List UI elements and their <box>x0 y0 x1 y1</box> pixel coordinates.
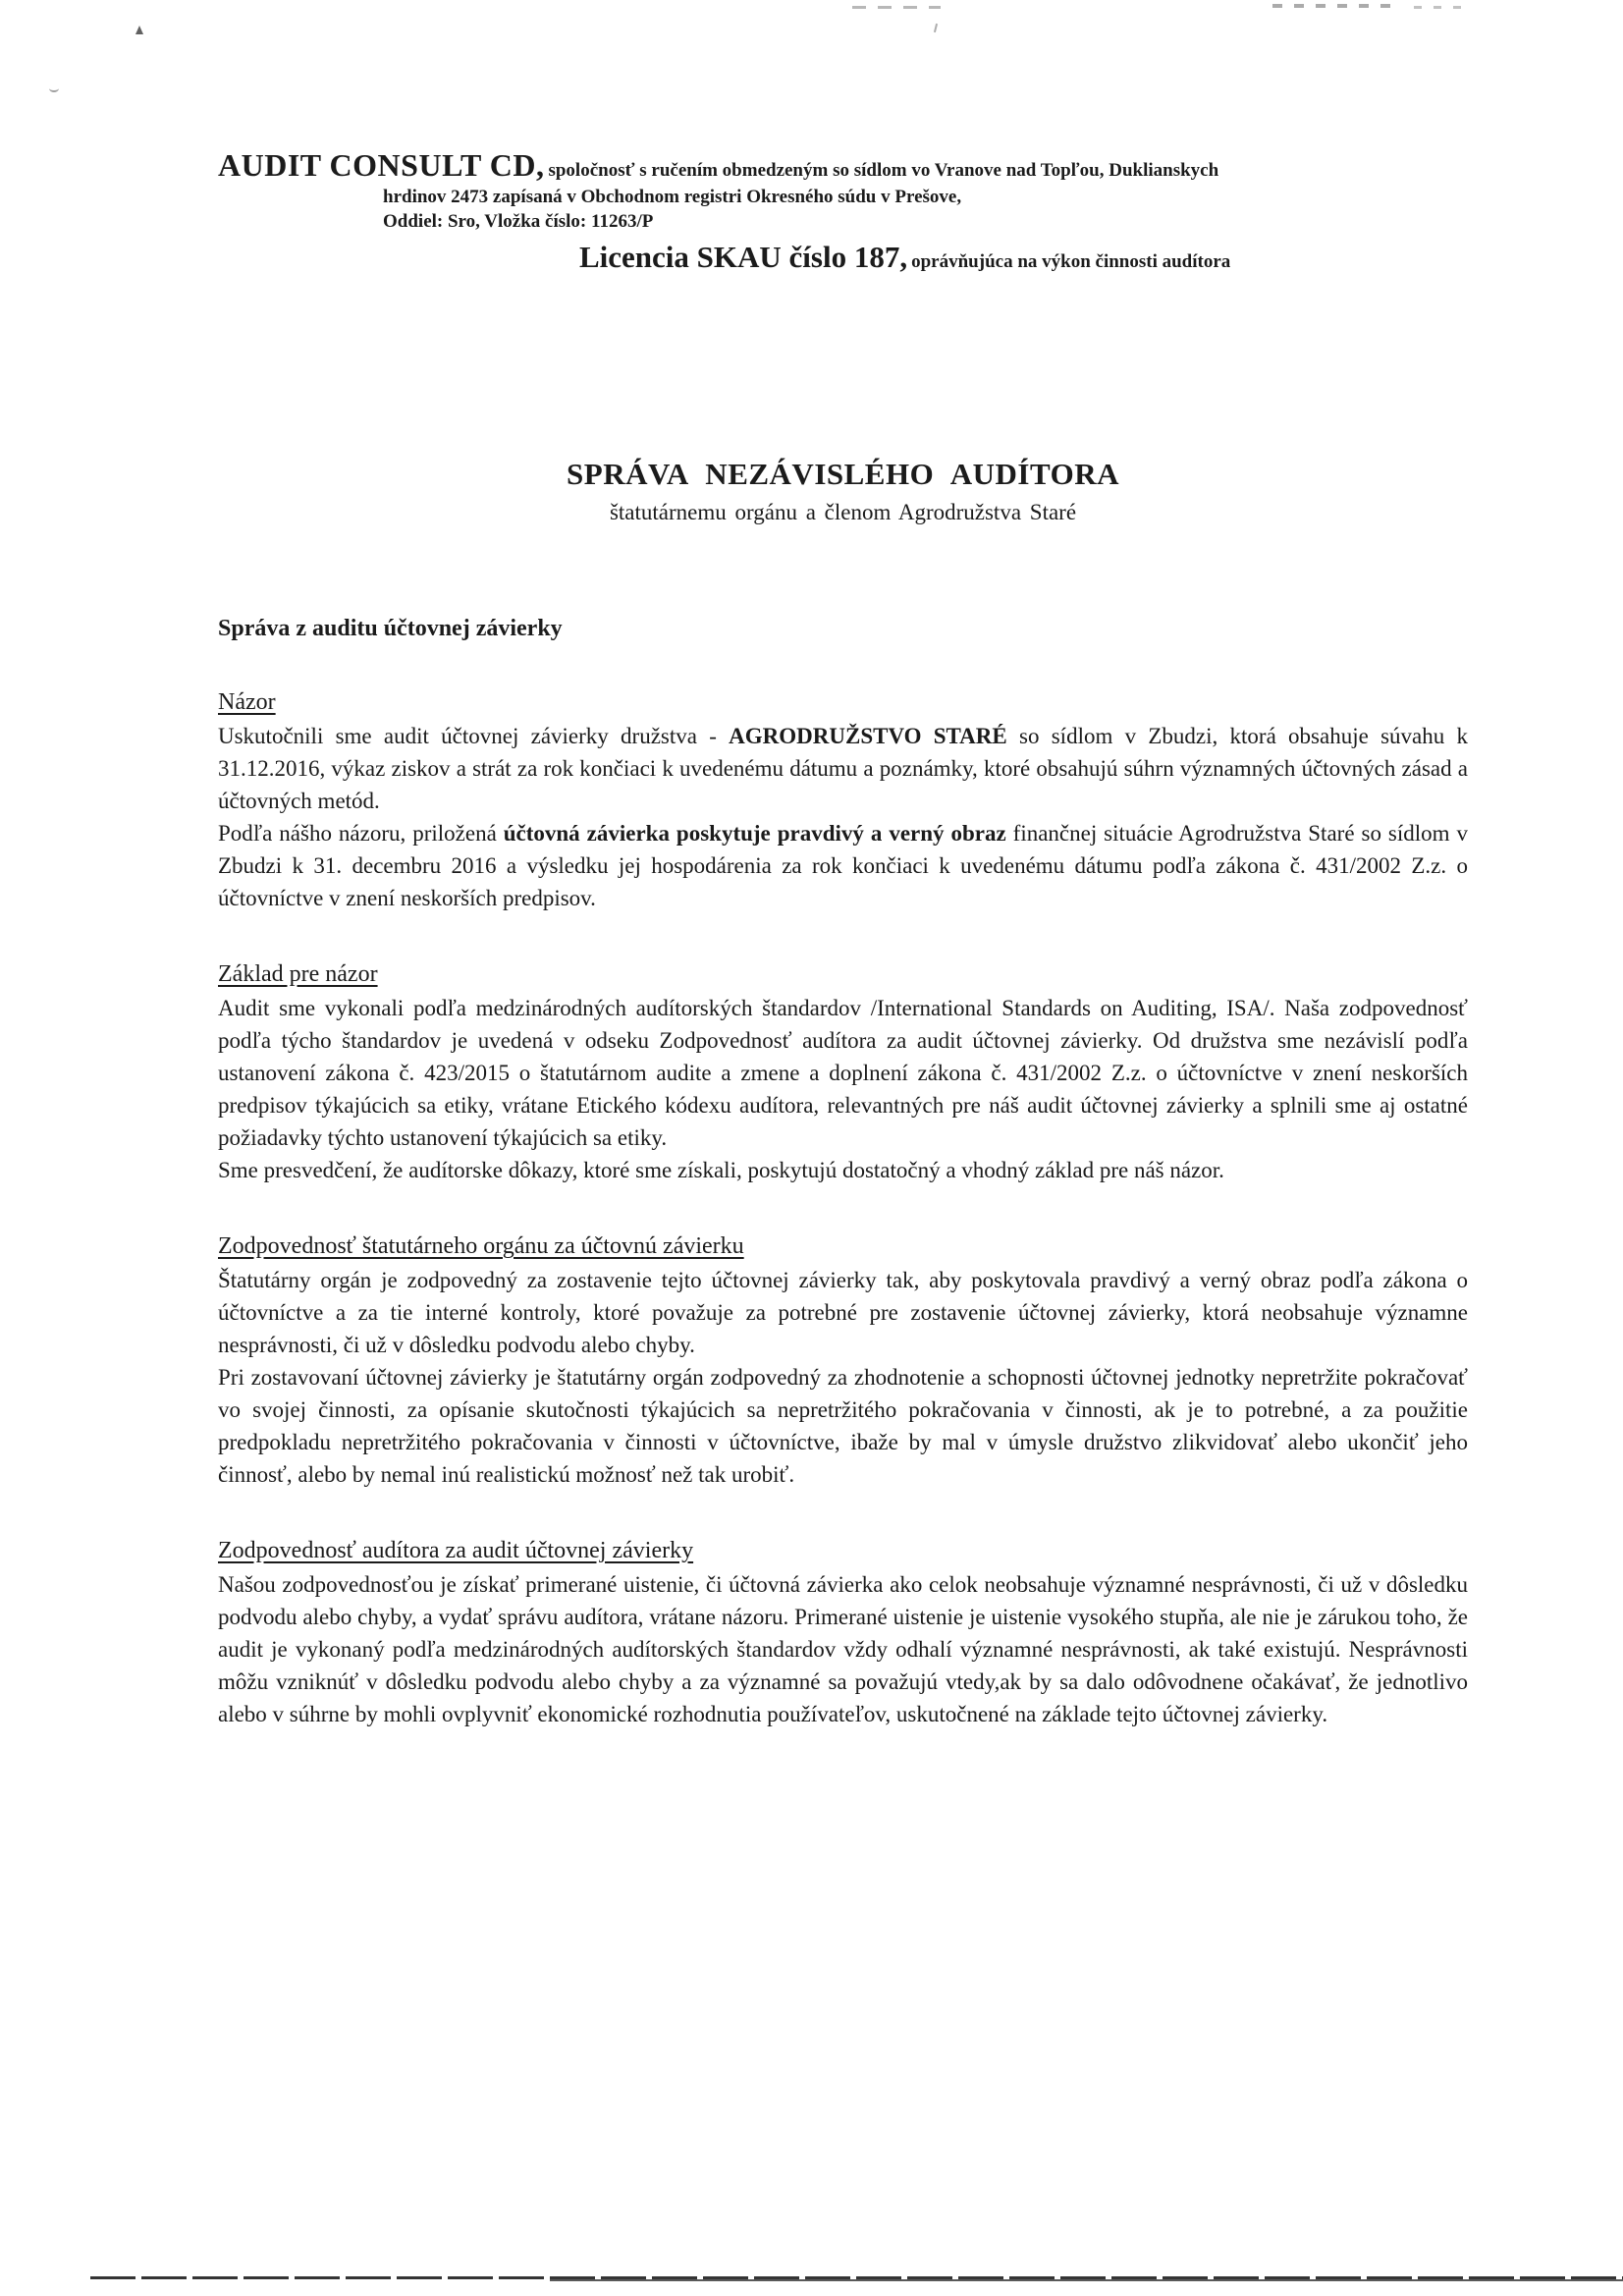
text-run: finančnej situácie Agrodružstva Staré so sídlom v Zbudzi k 31. decembru 2016 a výsledku jej hospodárenia za rok končiaci k uvedenému dátumu podľa zákona č. 431/2002 Z.z. o účtovníctve v znení neskorších predpisov. <box>218 821 1468 911</box>
document-title: SPRÁVA NEZÁVISLÉHO AUDÍTORA <box>567 457 1119 492</box>
company-name-emphasis: AGRODRUŽSTVO STARÉ <box>729 724 1007 749</box>
licence-number: Licencia SKAU číslo 187, <box>579 240 908 275</box>
opinion-emphasis: účtovná závierka poskytuje pravdivý a verný obraz <box>503 821 1006 847</box>
title-block <box>218 457 1468 525</box>
letterhead-line-3: Oddiel: Sro, Vložka číslo: 11263/P <box>383 210 654 232</box>
letterhead-line-1 <box>218 147 1468 184</box>
section-heading-basis: Základ pre názor <box>218 961 378 988</box>
paragraph-management-2: Pri zostavovaní účtovnej závierky je štatutárny orgán zodpovedný za zhodnotenie a schopnosti účtovnej jednotky nepretržite pokračovať vo svojej činnosti, za opísanie skutočnosti týkajúcich sa nepretržitého pokračovania v činnosti, ak je to potrebné, a za použitie predpokladu nepretržitého pokračovania v činnosti v účtovníctve, ibaže by mal v úmysle družstvo zlikvidovať alebo ukončiť jeho činnosť, alebo by nemal inú realistickú možnosť než tak urobiť. <box>218 1365 1468 1488</box>
paragraph-management-1: Štatutárny orgán je zodpovedný za zostavenie tejto účtovnej závierky tak, aby poskytovala pravdivý a verný obraz podľa zákona o účtovníctve a za tie interné kontroly, ktoré považuje za potrebné pre zostavenie účtovnej závierky, ktorá neobsahuje významne nesprávnosti, či už v dôsledku podvodu alebo chyby. <box>218 1268 1468 1358</box>
letterhead-line-2: hrdinov 2473 zapísaná v Obchodnom registri Okresného súdu v Prešove, <box>383 186 962 207</box>
section-basis-for-opinion <box>218 961 1468 1186</box>
paragraph-basis-2: Sme presvedčení, že audítorske dôkazy, ktoré sme získali, poskytujú dostatočný a vhodný základ pre náš názor. <box>218 1158 1224 1183</box>
document-subtitle: štatutárnemu orgánu a členom Agrodružstva Staré <box>609 500 1077 525</box>
section-heading-opinion: Názor <box>218 689 276 716</box>
paragraph-opinion-1 <box>218 720 1468 817</box>
paragraph-opinion-2 <box>218 817 1468 914</box>
text-run: Uskutočnili sme audit účtovnej závierky družstva - <box>218 724 730 749</box>
paragraph-basis-1: Audit sme vykonali podľa medzinárodných audítorských štandardov /International Standards on Auditing, ISA/. Naša zodpovednosť podľa týcho štandardov je uvedená v odseku Zodpovednosť audítora za audit účtovnej závierky. Od družstva sme nezávislí podľa ustanovení zákona č. 423/2015 o štatutárnom audite a zmene a doplnení zákona č. 431/2002 Z.z. o účtovníctve v znení neskorších predpisov týkajúcich sa etiky, vrátane Etického kódexu audítora, relevantných pre náš audit účtovnej závierky a splnili sme aj ostatné požiadavky týchto ustanovení týkajúcich sa etiky. <box>218 996 1468 1151</box>
section-heading-management-responsibility: Zodpovednosť štatutárneho orgánu za účtovnú závierku <box>218 1233 744 1260</box>
section-auditor-responsibility <box>218 1538 1468 1730</box>
licence-line <box>579 240 1468 275</box>
scan-edge-line <box>550 2279 1623 2281</box>
scan-edge-line <box>90 2276 1623 2279</box>
text-run: Podľa nášho názoru, priložená <box>218 821 504 847</box>
company-description: spoločnosť s ručením obmedzeným so sídlom vo Vranove nad Topľou, Duklianskych <box>548 160 1219 181</box>
letterhead <box>218 147 1468 275</box>
section-opinion <box>218 689 1468 914</box>
paragraph-auditor-1: Našou zodpovednosťou je získať primerané uistenie, či účtovná závierka ako celok neobsahuje významné nesprávnosti, či už v dôsledku podvodu alebo chyby, a vydať správu audítora, vrátane názoru. Primerané uistenie je uistenie vysokého stupňa, ale nie je zárukou toho, že audit je vykonaný podľa medzinárodných audítorských štandardov vždy odhalí významné nesprávnosti, ak také existujú. Nesprávnosti môžu vzniknúť v dôsledku podvodu alebo chyby a za významné sa považujú vtedy,ak by sa dalo odôvodnene očakávať, že jednotlivo alebo v súhrne by mohli ovplyvniť ekonomické rozhodnutia používateľov, uskutočnené na základe tejto účtovnej závierky. <box>218 1572 1468 1727</box>
text-run: so sídlom v Zbudzi, ktorá obsahuje súvahu k 31.12.2016, výkaz ziskov a strát za rok končiaci k uvedenému dátumu a poznámky, ktoré obsahujú súhrn významných účtovných zásad a účtovných metód. <box>218 724 1468 814</box>
section-management-responsibility <box>218 1233 1468 1491</box>
report-heading: Správa z auditu účtovnej závierky <box>218 616 563 642</box>
company-name: AUDIT CONSULT CD, <box>218 147 545 183</box>
licence-note: oprávňujúca na výkon činnosti audítora <box>911 251 1231 273</box>
section-heading-auditor-responsibility: Zodpovednosť audítora za audit účtovnej závierky <box>218 1538 694 1564</box>
